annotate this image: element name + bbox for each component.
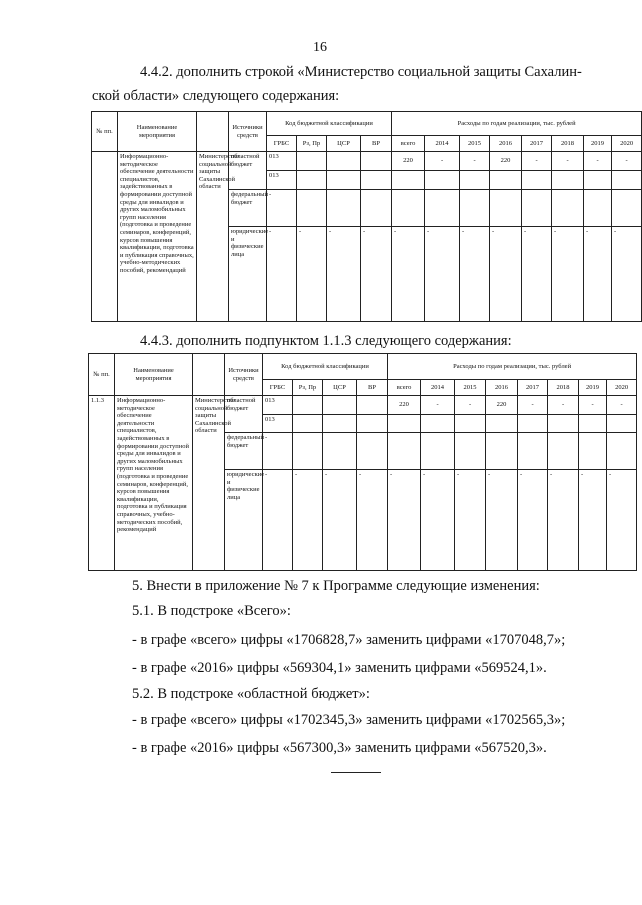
header-year: 2018 <box>552 136 584 152</box>
paragraph-5-1-b: - в графе «2016» цифры «569304,1» заменить цифрами «569524,1». <box>132 660 547 676</box>
cell-source-regional: областной бюджет <box>225 396 263 433</box>
cell-source-regional: областной бюджет <box>229 152 267 190</box>
header-rzpr: Рз, Пр <box>297 136 327 152</box>
cell-grbs: 013 <box>263 396 293 415</box>
header-name: Наименование мероприятия <box>118 112 197 152</box>
table-subitem-1-1-3: № пп. Наименование мероприятия Источники средств Код бюджетной классификации Расходы по годам реализации, тыс. рублей ГРБС Рз, Пр ЦСР ВР всего 2014 2015 2016 2017 2018 2019 2020 1.1.3 Информационно-методическое обеспечение деятельности специалистов, задействованных в формировании доступной среды для инвалидов и других маломобильных групп населения (подготовка и проведение семинаров, конференций, курсов повышения квалификации, подготовка и публикация справочных, учебно-методических пособий, рекомендаций Министерство социальной защиты Сахалинской области областной бюджет 013 220 - - 220 - - - - 013 федеральный бюджет - юридические и физические лица - - - - - - - - - - - - <box>88 353 637 571</box>
cell-grbs: 013 <box>267 171 297 190</box>
header-year: 2020 <box>607 380 637 396</box>
header-kbk: Код бюджетной классификации <box>267 112 392 136</box>
paragraph-5-1: 5.1. В подстроке «Всего»: <box>132 603 291 619</box>
cell-row-number <box>92 152 118 322</box>
cell-activity: Информационно-методическое обеспечение деятельности специалистов, задействованных в формировании доступной среды для инвалидов и других маломобильных групп населения (подготовка и проведение семинаров, конференций, курсов повышения квалификации, подготовка и публикация справочных, учебно-методических пособий, рекомендаций <box>118 152 197 322</box>
cell-activity: Информационно-методическое обеспечение деятельности специалистов, задействованных в формировании доступной среды для инвалидов и других маломобильных групп населения (подготовка и проведение семинаров, конференций, курсов повышения квалификации, подготовка и публикация справочных, учебно-методических пособий, рекомендаций <box>115 396 193 571</box>
header-total: всего <box>392 136 425 152</box>
table-ministry-row: № пп. Наименование мероприятия Источники средств Код бюджетной классификации Расходы по годам реализации, тыс. рублей ГРБС Рз, Пр ЦСР ВР всего 2014 2015 2016 2017 2018 2019 2020 Информационно-методическое обеспечение деятельности специалистов, задействованных в формировании доступной среды для инвалидов и других маломобильных групп населения (подготовка и проведение семинаров, конференций, курсов повышения квалификации, подготовка и публикация справочных, учебно-методических пособий, рекомендаций Министерство социальной защиты Сахалинской области областной бюджет 013 220 - - 220 - - - - 013 федеральный бюджет - юридические и физические лица - - - - - - - - - - - - <box>91 111 642 322</box>
header-source: Источники средств <box>229 112 267 152</box>
header-year: 2015 <box>460 136 490 152</box>
paragraph-5-2: 5.2. В подстроке «областной бюджет»: <box>132 686 370 702</box>
header-year: 2014 <box>425 136 460 152</box>
closing-rule <box>331 772 381 773</box>
header-csr: ЦСР <box>323 380 357 396</box>
cell-source-federal: федеральный бюджет <box>229 190 267 227</box>
header-grbs: ГРБС <box>267 136 297 152</box>
header-year: 2017 <box>522 136 552 152</box>
paragraph-5: 5. Внести в приложение № 7 к Программе следующие изменения: <box>132 578 540 594</box>
header-year: 2016 <box>486 380 518 396</box>
header-expenses: Расходы по годам реализации, тыс. рублей <box>392 112 642 136</box>
paragraph-5-1-a: - в графе «всего» цифры «1706828,7» заменить цифрами «1707048,7»; <box>132 632 566 648</box>
paragraph-5-2-b: - в графе «2016» цифры «567300,3» заменить цифрами «567520,3». <box>132 740 547 756</box>
header-grbs: ГРБС <box>263 380 293 396</box>
cell-2016: 220 <box>490 152 522 171</box>
header-expenses: Расходы по годам реализации, тыс. рублей <box>388 354 637 380</box>
header-num: № пп. <box>92 112 118 152</box>
header-year: 2019 <box>584 136 612 152</box>
header-year: 2019 <box>579 380 607 396</box>
header-vr: ВР <box>357 380 388 396</box>
cell-grbs: 013 <box>263 415 293 433</box>
header-year: 2020 <box>612 136 642 152</box>
header-year: 2018 <box>548 380 579 396</box>
header-blank <box>193 354 225 396</box>
cell-source-legal: юридические и физические лица <box>229 227 267 322</box>
paragraph-4-4-2-line2: ской области» следующего содержания: <box>92 88 340 104</box>
cell-total: 220 <box>392 152 425 171</box>
header-num: № пп. <box>89 354 115 396</box>
cell-executor: Министерство социальной защиты Сахалинской области <box>193 396 225 571</box>
header-kbk: Код бюджетной классификации <box>263 354 388 380</box>
header-source: Источники средств <box>225 354 263 396</box>
header-rzpr: Рз, Пр <box>293 380 323 396</box>
header-year: 2015 <box>455 380 486 396</box>
cell-source-legal: юридические и физические лица <box>225 470 263 571</box>
header-year: 2017 <box>518 380 548 396</box>
paragraph-4-4-2-line1: 4.4.2. дополнить строкой «Министерство социальной защиты Сахалин- <box>140 64 582 80</box>
header-vr: ВР <box>361 136 392 152</box>
cell-source-federal: федеральный бюджет <box>225 433 263 470</box>
header-name: Наименование мероприятия <box>115 354 193 396</box>
page-number: 16 <box>313 40 327 55</box>
header-year: 2014 <box>421 380 455 396</box>
paragraph-4-4-3: 4.4.3. дополнить подпунктом 1.1.3 следующего содержания: <box>140 333 512 349</box>
header-blank <box>197 112 229 152</box>
cell-executor: Министерство социальной защиты Сахалинской области <box>197 152 229 322</box>
paragraph-5-2-a: - в графе «всего» цифры «1702345,3» заменить цифрами «1702565,3»; <box>132 712 566 728</box>
header-total: всего <box>388 380 421 396</box>
header-year: 2016 <box>490 136 522 152</box>
cell-2016: 220 <box>486 396 518 415</box>
cell-grbs: 013 <box>267 152 297 171</box>
header-csr: ЦСР <box>327 136 361 152</box>
cell-row-number: 1.1.3 <box>89 396 115 571</box>
cell-total: 220 <box>388 396 421 415</box>
